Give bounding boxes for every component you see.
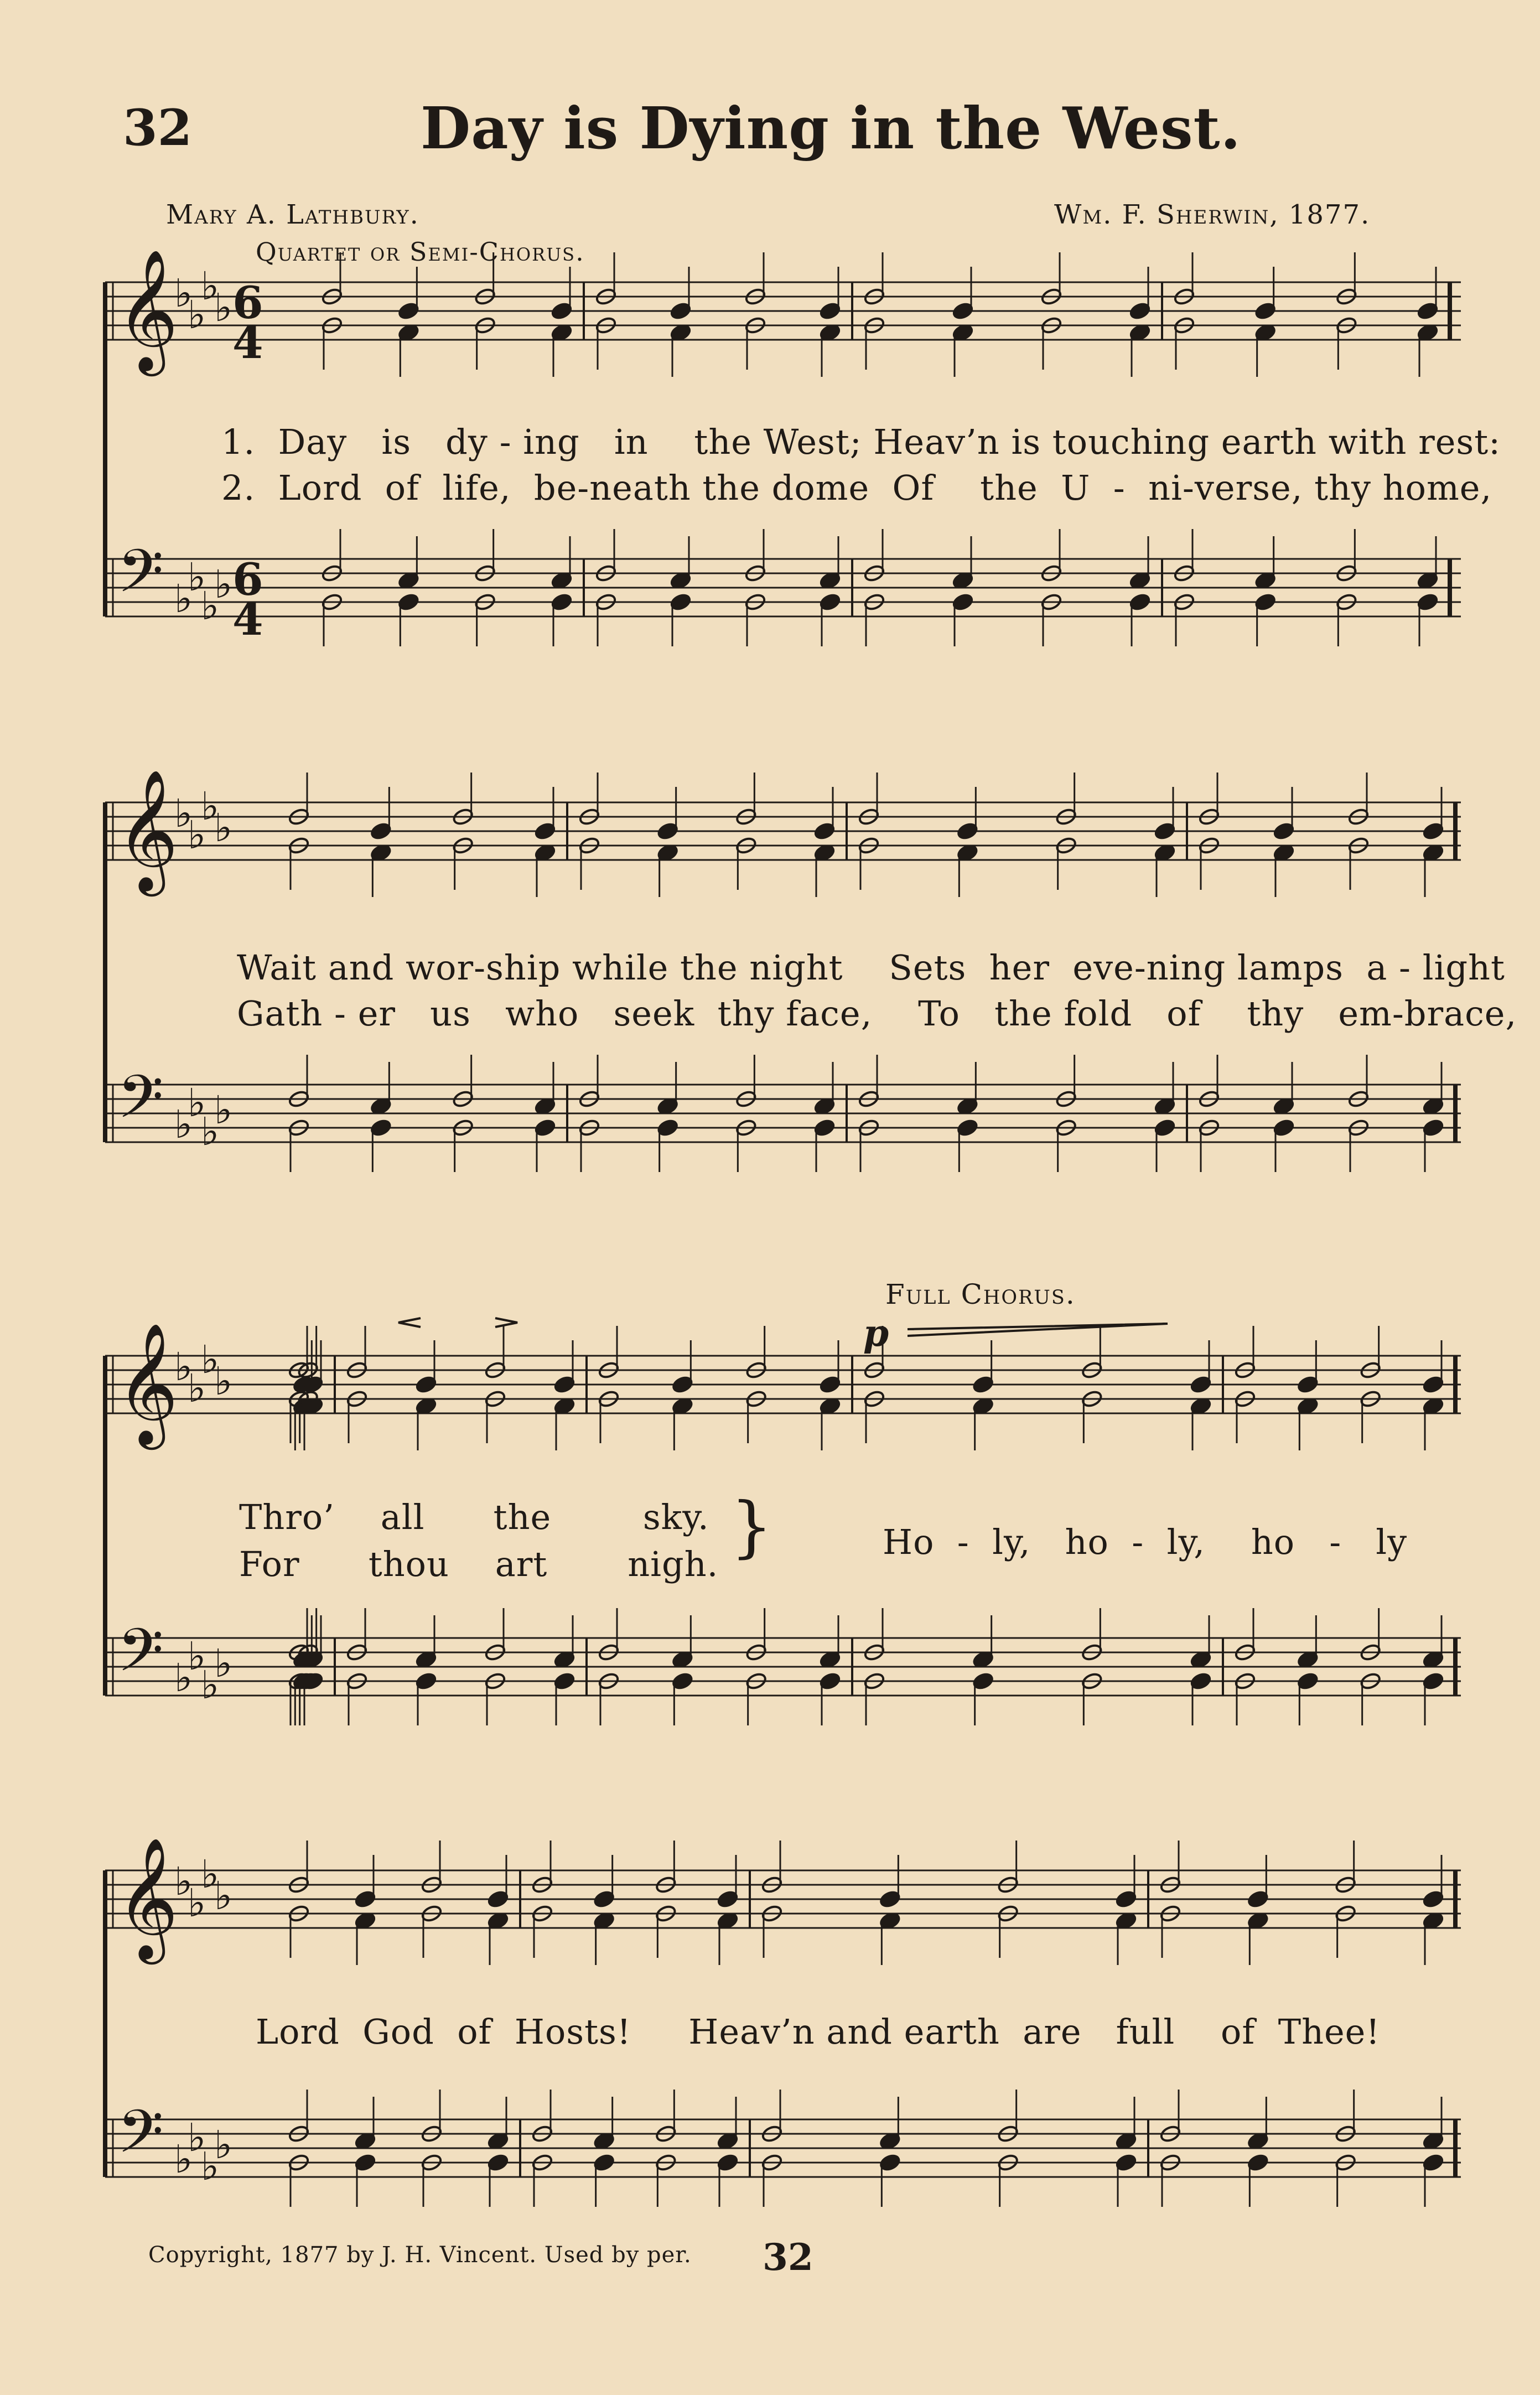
flat-icon: ♭ xyxy=(214,805,233,851)
flat-icon: ♭ xyxy=(201,1337,220,1382)
flat-icon: ♭ xyxy=(174,2137,193,2182)
full-chorus-label: Full Chorus. xyxy=(885,1278,1076,1310)
bass-clef-icon: 𝄢 xyxy=(117,1062,164,1146)
flat-icon: ♭ xyxy=(174,1655,193,1701)
flat-icon: ♭ xyxy=(214,1641,233,1686)
flat-icon: ♭ xyxy=(214,1359,233,1404)
flat-icon: ♭ xyxy=(174,1344,193,1390)
time-sig-treble-bottom: 4 xyxy=(232,317,263,369)
flat-icon: ♭ xyxy=(188,554,206,600)
crescendo-hairpin xyxy=(908,1324,1168,1336)
time-sig-bass-bottom: 4 xyxy=(232,593,263,645)
bass-clef-icon: 𝄢 xyxy=(117,2097,164,2181)
flat-icon: ♭ xyxy=(174,271,193,316)
lyric-s2-verse2: Gath - er us who seek thy face, To the fold of thy em-brace, xyxy=(237,993,1517,1034)
flat-icon: ♭ xyxy=(188,2115,206,2160)
lyric-s2-verse1: Wait and wor-ship while the night Sets her eve-ning lamps a - light xyxy=(237,947,1505,988)
flat-icon: ♭ xyxy=(214,562,233,607)
flat-icon: ♭ xyxy=(188,1366,206,1411)
lyric-s3-chorus: Ho - ly, ho - ly, ho - ly xyxy=(883,1522,1408,1562)
flat-icon: ♭ xyxy=(201,2144,220,2189)
time-sig-bass-top: 6 xyxy=(232,553,263,605)
verse-brace: } xyxy=(730,1489,773,1565)
flat-icon: ♭ xyxy=(214,1873,233,1919)
page-number: 32 xyxy=(123,99,193,157)
flat-icon: ♭ xyxy=(174,791,193,836)
lyric-s4-line: Lord God of Hosts! Heav’n and earth are full of Thee! xyxy=(256,2012,1381,2052)
flat-icon: ♭ xyxy=(214,2122,233,2168)
flat-icon: ♭ xyxy=(201,1662,220,1708)
flat-icon: ♭ xyxy=(174,1102,193,1147)
flat-icon: ♭ xyxy=(188,1080,206,1126)
lyric-s3-verse2: For thou art nigh. xyxy=(239,1544,719,1584)
treble-clef-icon: 𝄞 xyxy=(116,769,179,891)
lyric-s1-verse2: 2. Lord of life, be-neath the dome Of the U - ni-verse, thy home, xyxy=(221,468,1492,508)
hymn-title: Day is Dying in the West. xyxy=(421,94,1241,162)
flat-icon: ♭ xyxy=(201,1852,220,1897)
treble-clef-icon: 𝄞 xyxy=(116,1322,179,1444)
bass-clef-icon: 𝄢 xyxy=(117,536,164,620)
flat-icon: ♭ xyxy=(188,1634,206,1679)
flat-icon: ♭ xyxy=(188,292,206,338)
flat-icon: ♭ xyxy=(174,1859,193,1904)
flat-icon: ♭ xyxy=(188,812,206,858)
treble-clef-icon: 𝄞 xyxy=(116,248,179,371)
accent-mark xyxy=(495,1318,517,1327)
lyric-s3-verse1: Thro’ all the sky. xyxy=(239,1497,709,1537)
treble-clef-icon: 𝄞 xyxy=(116,1837,179,1959)
dynamic-piano: p xyxy=(863,1311,889,1355)
composer-credit: Wm. F. Sherwin, 1877. xyxy=(1054,199,1371,230)
flat-icon: ♭ xyxy=(201,263,220,309)
flat-icon: ♭ xyxy=(174,576,193,621)
flat-icon: ♭ xyxy=(214,285,233,330)
accent-mark xyxy=(398,1318,421,1327)
flat-icon: ♭ xyxy=(214,1087,233,1133)
flat-icon: ♭ xyxy=(201,583,220,629)
lyric-s1-verse1: 1. Day is dy - ing in the West; Heav’n is touching earth with rest: xyxy=(221,422,1501,462)
flat-icon: ♭ xyxy=(188,1880,206,1926)
footer-page-number: 32 xyxy=(763,2236,813,2279)
bass-clef-icon: 𝄢 xyxy=(117,1615,164,1699)
poet-credit: Mary A. Lathbury. xyxy=(166,199,419,230)
copyright-notice: Copyright, 1877 by J. H. Vincent. Used by per. xyxy=(148,2242,692,2268)
voicing-label: Quartet or Semi-Chorus. xyxy=(256,237,585,267)
time-sig-treble-top: 6 xyxy=(232,277,263,329)
flat-icon: ♭ xyxy=(201,1109,220,1154)
flat-icon: ♭ xyxy=(201,784,220,829)
